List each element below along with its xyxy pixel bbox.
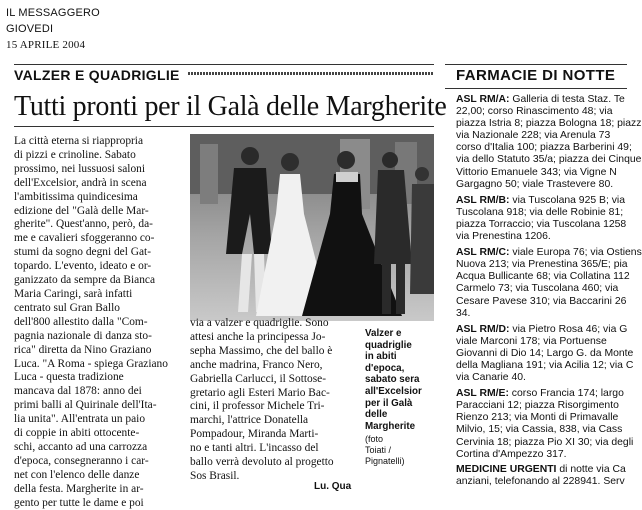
pharmacy-address: Galleria di testa Staz. Te [509, 94, 625, 105]
pharmacy-address: Vittorio Emanuele 343; via Vigne N [456, 166, 617, 178]
weekday: GIOVEDI [6, 23, 54, 35]
pharmacy-address: corso Francia 174; largo [508, 388, 624, 400]
pharmacy-line [456, 154, 642, 166]
pharmacy-address: Rienzo 213; via Monti di Primavalle [456, 412, 619, 424]
ball-dancers-photo [190, 134, 434, 321]
article-line: dell'800 allestito dalla "Com- [14, 315, 148, 328]
caption-line: quadriglie [365, 339, 412, 351]
article-line: primi balli al Quirinale dell'Ita- [14, 399, 157, 412]
caption-line: in abiti [365, 351, 397, 363]
pharmacy-address: via Canarie 40. [456, 372, 526, 384]
article-line: mancava dal 1878: anno dei [14, 385, 142, 398]
pharmacy-block [456, 388, 634, 461]
pharmacy-line [456, 388, 627, 400]
article-line: anche madrina, Franco Nero, [190, 358, 323, 371]
article-line: schi, accanto ad una carrozza [14, 440, 148, 453]
pharmacy-line [456, 359, 634, 372]
caption-line: Valzer e [365, 328, 402, 339]
pharmacy-address: Nuova 213; via Prenestina 365/E; pia [456, 259, 628, 271]
article-column-1 [14, 135, 184, 510]
pharmacy-address: Cesare Pavese 310; via Baccarini 26 [456, 295, 627, 307]
article-line: Sos Brasil. [190, 469, 240, 482]
pharmacy-line [456, 179, 627, 191]
pharmacy-address: piazza Torraccio; via Tuscolana 1258 [456, 218, 627, 230]
article-line: attesi anche la principessa Jo- [190, 330, 326, 343]
pharmacy-line [456, 424, 627, 436]
pharmacy-address: via Prenestina 1206. [456, 231, 551, 243]
caption-line: sabato sera [365, 374, 420, 386]
article-line: Luca. "A Roma - spiega Graziano [14, 357, 168, 370]
top-rule [14, 64, 434, 65]
pharmacy-block [456, 247, 642, 320]
article-line: Pompadour, Miranda Marti- [190, 428, 319, 441]
pharmacy-line [456, 400, 627, 412]
pharmacy-address: della Magliana 191; via Acilia 12; via C [456, 359, 634, 371]
pharmacy-district: ASL RM/B: [456, 194, 510, 206]
article-line: no e tanti altri. L'incasso del [190, 442, 319, 455]
pharmacy-line [456, 336, 627, 348]
pharmacy-line [456, 347, 634, 360]
article-line: topardo. L'evento, ideato e or- [14, 260, 152, 273]
pharmacy-address: Gargagno 50; viale Trastevere 80. [456, 178, 614, 190]
byline: Lu. Qua [314, 481, 352, 492]
pharmacy-line [456, 324, 627, 336]
credit-line: Pignatelli) [365, 456, 405, 466]
pharmacy-line [456, 283, 627, 295]
pharmacy-line [456, 476, 627, 488]
article-line: di pizzi e crinoline. Sabato [14, 148, 136, 161]
article-line: sepha Massimo, che del ballo è [190, 344, 333, 357]
caption-line: per il Galà [365, 397, 413, 409]
pharmacy-line [456, 94, 627, 106]
pharmacy-line [456, 142, 632, 154]
pharmacy-line [456, 308, 627, 320]
caption-line: delle [365, 409, 388, 421]
pharmacy-block [456, 94, 642, 191]
newspaper-name: IL MESSAGGERO [6, 7, 100, 19]
pharmacy-address: 34. [456, 307, 471, 319]
photo-illustration [190, 134, 434, 321]
article-line: lia unita". All'entrata un paio [14, 413, 146, 426]
photo-credit [365, 434, 435, 467]
article-line: cini, il professor Michele Tri- [190, 400, 325, 413]
pharmacy-address: via Tuscolana 925 B; via [509, 194, 626, 206]
pharmacy-block [456, 323, 634, 384]
pharmacy-address: Carmelo 73; via Tuscolana 460; via [456, 283, 619, 295]
pharmacy-block [456, 464, 627, 488]
article-line: Luca - questa tradizione [14, 371, 124, 384]
pharmacy-line [456, 130, 627, 142]
pharmacy-line [456, 436, 634, 449]
pharmacy-address: Cortina d'Ampezzo 317. [456, 448, 567, 460]
pharmacy-line [456, 247, 642, 259]
article-line: via a valzer e quadriglie. Sono [190, 317, 329, 329]
article-line: di coppie in abiti ottocente- [14, 427, 140, 440]
pharmacy-district: ASL RM/E: [456, 388, 509, 400]
pharmacy-block [456, 195, 627, 243]
pharmacy-list [456, 94, 642, 492]
section-rule-pattern [188, 72, 434, 75]
pharmacy-line [456, 449, 627, 461]
pharmacy-line [456, 372, 627, 384]
article-line: prossimo, nei lussuosi saloni [14, 162, 145, 175]
pharmacy-line [456, 271, 630, 283]
headline-rule [14, 126, 434, 127]
article-line: edizione del "Galà delle Mar- [14, 204, 149, 217]
pharmacy-district: ASL RM/C: [456, 247, 510, 259]
pharmacy-address: via Pietro Rosa 46; via G [509, 323, 628, 335]
article-line: Maria Caringi, sarà infatti [14, 287, 133, 300]
article-line: gherite". Quest'anno, però, da- [14, 218, 153, 231]
article-line: stumi da sogno degni del Gat- [14, 246, 151, 259]
article-line: pagnia nazionale di danza sto- [14, 329, 152, 342]
pharmacy-address: anziani, telefonando al 228941. Serv [456, 475, 625, 487]
pharmacy-line [456, 106, 627, 118]
article-line: rica" diretta da Nino Graziano [14, 343, 152, 356]
pharmacy-district: ASL RM/D: [456, 323, 510, 335]
pharmacy-title: FARMACIE DI NOTTE [456, 67, 616, 84]
caption-line: Margherite [365, 420, 416, 432]
pharmacy-line [456, 219, 627, 231]
article-line: net con l'elenco delle danze [14, 468, 140, 481]
pharmacy-line [456, 259, 627, 271]
pharmacy-address: via dello Statuto 35/a; piazza dei Cinque [456, 154, 642, 166]
pharmacy-line [456, 464, 627, 476]
pharmacy-address: Tuscolana 918; via delle Robinie 81; [456, 206, 624, 218]
article-line: dell'Excelsior, andrà in scena [14, 176, 147, 189]
pharmacy-line [456, 195, 627, 207]
pharmacy-address: Giovanni di Dio 14; Largo G. da Monte [456, 347, 634, 359]
pharmacy-line [456, 118, 642, 130]
article-line: me e cavalieri sfoggeranno co- [14, 232, 155, 245]
article-column-2 [190, 317, 362, 484]
pharmacy-title-rule [445, 88, 627, 89]
article-line: ballo verrà devoluto al progetto [190, 456, 334, 469]
credit-line: (foto [365, 434, 384, 444]
pharmacy-address: Acqua Bullicante 68; via Collatina 112 [456, 271, 630, 283]
article-line: gretario agli Esteri Mario Bac- [190, 386, 330, 399]
caption-line: all'Excelsior [365, 385, 422, 397]
article-line: marchi, l'attrice Donatella [190, 414, 309, 427]
pharmacy-address: viale Europa 76; via Ostiens [509, 247, 642, 259]
article-line: ganizzato da sempre da Bianca [14, 274, 156, 287]
pharmacy-district: ASL RM/A: [456, 94, 510, 105]
pharmacy-address: Paracciani 12; piazza Risorgimento [456, 400, 619, 412]
pharmacy-line [456, 231, 627, 243]
pharmacy-address: di notte via Ca [556, 463, 626, 475]
article-line: della festa. Margherite in ar- [14, 482, 144, 495]
article-line: La città eterna si riappropria [14, 135, 144, 147]
pharmacy-address: corso d'Italia 100; piazza Barberini 49; [456, 142, 632, 154]
pharmacy-top-rule [445, 64, 627, 65]
pharmacy-address: 22,00; corso Rinascimento 48; via [456, 106, 613, 118]
pharmacy-line [456, 296, 627, 308]
photo-caption [365, 328, 435, 432]
credit-line: Toiati / [365, 445, 392, 455]
pharmacy-line [456, 412, 627, 424]
pharmacy-district: MEDICINE URGENTI [456, 463, 557, 475]
pharmacy-address: Milvio, 15; via Cassia, 838, via Cass [456, 424, 623, 436]
publication-date: 15 APRILE 2004 [6, 39, 86, 51]
article-line: centrato sul Gran Ballo [14, 301, 120, 314]
article-line: Gabriella Carlucci, il Sottose- [190, 372, 327, 385]
pharmacy-address: viale Marconi 178; via Portuense [456, 335, 607, 347]
pharmacy-address: piazza Istria 8; piazza Bologna 18; piazz [456, 118, 642, 130]
headline: Tutti pronti per il Galà delle Margherite [14, 91, 447, 122]
section-label: VALZER E QUADRIGLIE [14, 67, 180, 83]
article-line: l'ambitissima quindicesima [14, 190, 138, 203]
pharmacy-address: via Nazionale 228; via Arenula 73 [456, 130, 611, 142]
article-line: d'epoca, consegneranno i car- [14, 454, 149, 467]
article-line: gento per tutte le dame e poi [14, 496, 144, 509]
pharmacy-address: Cervinia 18; piazza Pio XI 30; via degli [456, 436, 634, 448]
pharmacy-line [456, 207, 627, 219]
pharmacy-line [456, 167, 627, 179]
caption-line: d'epoca, [365, 362, 405, 374]
